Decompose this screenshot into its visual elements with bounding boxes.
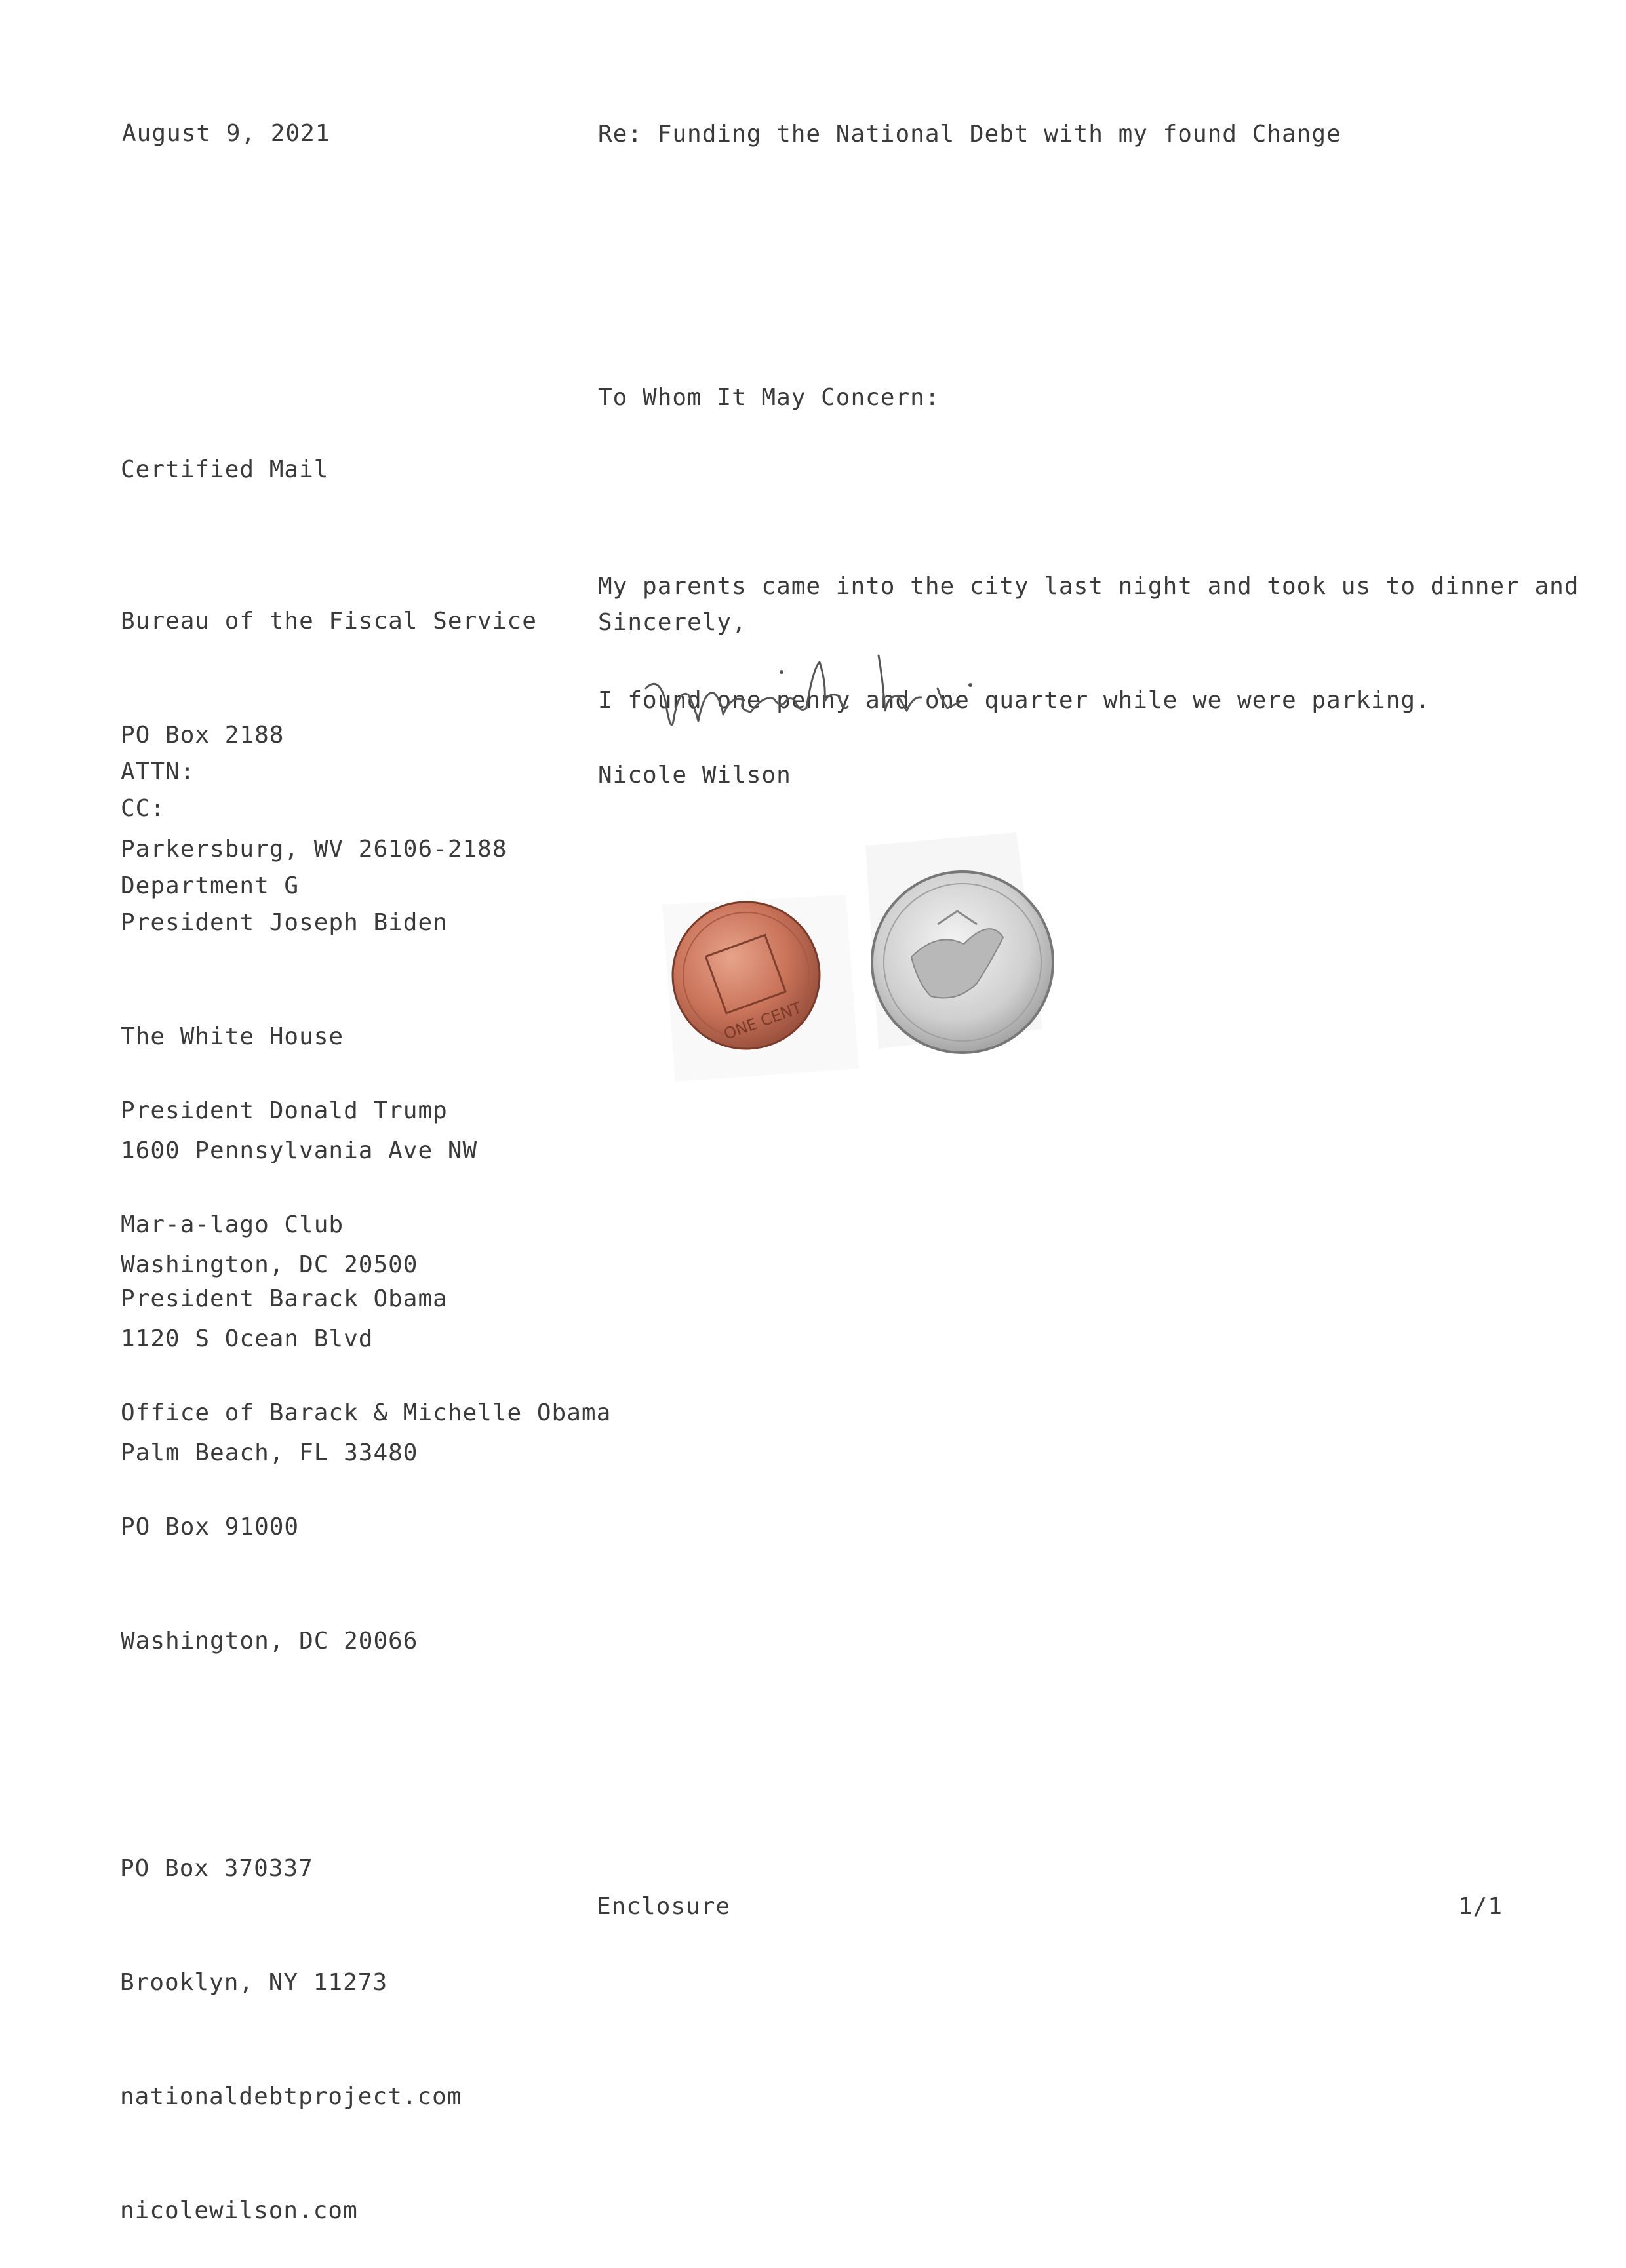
cc-line: 1600 Pennsylvania Ave NW <box>121 1137 478 1164</box>
mail-type: Certified Mail <box>121 456 329 483</box>
letter-subject: Re: Funding the National Debt with my found Change <box>598 121 1341 147</box>
sender-website: nationaldebtproject.com <box>120 2083 462 2110</box>
sender-line: PO Box 370337 <box>120 1855 313 1882</box>
sender-line: Brooklyn, NY 11273 <box>120 1969 388 1996</box>
sender-address <box>120 1774 462 2268</box>
body-line: I found one penny and one quarter while we were parking. <box>598 687 1431 714</box>
attn-label: ATTN: <box>121 758 195 785</box>
penny-image <box>673 902 820 1049</box>
cc-address-3 <box>121 1204 611 1698</box>
recipient-line: Bureau of the Fiscal Service <box>121 608 537 635</box>
closing: Sincerely, <box>598 609 747 636</box>
cc-line: President Joseph Biden <box>121 909 448 936</box>
signature-name: Nicole Wilson <box>598 762 791 789</box>
cc-line: Office of Barack & Michelle Obama <box>121 1399 612 1426</box>
cc-line: Washington, DC 20500 <box>121 1251 418 1278</box>
quarter-image <box>872 872 1053 1053</box>
cc-line: PO Box 91000 <box>121 1514 300 1540</box>
enclosed-coins <box>649 832 1128 1147</box>
salutation: To Whom It May Concern: <box>598 384 940 411</box>
letter-date: August 9, 2021 <box>122 120 330 147</box>
cc-label: CC: <box>121 795 166 822</box>
handwritten-signature <box>639 649 1006 754</box>
cc-line: Palm Beach, FL 33480 <box>121 1439 418 1466</box>
sender-website: nicolewilson.com <box>120 2197 358 2224</box>
cc-line: Mar-a-lago Club <box>121 1211 344 1238</box>
attn-department: Department G <box>121 872 300 899</box>
cc-line: 1120 S Ocean Blvd <box>121 1325 374 1352</box>
penny-text: ONE CENT <box>721 998 804 1044</box>
cc-line: Washington, DC 20066 <box>121 1628 418 1654</box>
recipient-line: Parkersburg, WV 26106-2188 <box>121 836 507 863</box>
cc-line: The White House <box>121 1023 344 1050</box>
cc-line: President Barack Obama <box>121 1285 448 1312</box>
enclosure-label: Enclosure <box>597 1893 731 1920</box>
body-line: My parents came into the city last night and took us to dinner and <box>598 573 1579 600</box>
page-number: 1/1 <box>1458 1893 1503 1920</box>
cc-line: President Donald Trump <box>121 1097 448 1124</box>
recipient-line: PO Box 2188 <box>121 722 285 749</box>
